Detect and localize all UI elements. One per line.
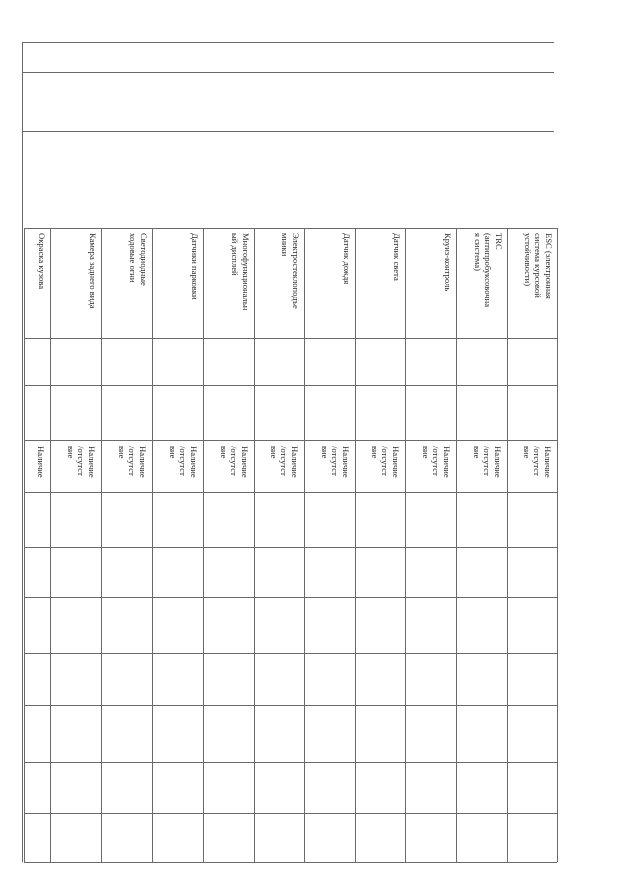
table-column-rule — [456, 228, 457, 862]
table-row-rule — [24, 338, 557, 339]
header-rule — [22, 42, 554, 43]
table-row-rule — [24, 813, 557, 814]
feature-name-cell: Круиз-контроль — [443, 233, 453, 292]
table-row-rule — [24, 440, 557, 441]
table-column-rule — [152, 228, 153, 862]
table-column-rule — [101, 228, 102, 862]
feature-name-cell: ESC (электронная система курсовой устойчивости) — [523, 233, 554, 299]
table-column-rule — [405, 228, 406, 862]
table-column-rule — [254, 228, 255, 862]
availability-cell: Наличие /отсутст вие — [168, 446, 199, 478]
table-border-left — [22, 42, 23, 862]
table-row-rule — [24, 228, 557, 229]
header-rule — [22, 72, 554, 73]
feature-name-cell: Электростеклоподъе мники — [280, 233, 301, 309]
availability-cell: Наличие /отсутст вие — [472, 446, 503, 478]
availability-cell: Наличие /отсутст вие — [320, 446, 351, 478]
feature-name-cell: Датчик света — [392, 233, 402, 281]
feature-name-cell: TRC (антипробуксовочна я система) — [473, 233, 504, 308]
table-column-rule — [507, 228, 508, 862]
table-column-rule — [355, 228, 356, 862]
availability-cell: Наличие /отсутст вие — [219, 446, 250, 478]
header-rule — [22, 131, 554, 132]
table-column-rule — [50, 228, 51, 862]
table-row-rule — [24, 862, 557, 863]
table-row-rule — [24, 653, 557, 654]
table-row-rule — [24, 597, 557, 598]
availability-cell: Наличие /отсутст вие — [269, 446, 300, 478]
table-row-rule — [24, 705, 557, 706]
feature-name-cell: Светодиодные ходовые огни — [128, 233, 149, 286]
table-row-rule — [24, 492, 557, 493]
feature-name-cell: Многофункциональн ый дисплей — [230, 233, 251, 311]
table-column-rule — [203, 228, 204, 862]
availability-cell: Наличие /отсутст вие — [117, 446, 148, 478]
availability-cell: Наличие /отсутст вие — [66, 446, 97, 478]
availability-cell: Наличие — [36, 446, 46, 478]
table-column-rule — [24, 228, 25, 862]
feature-name-cell: Датчики парковки — [190, 233, 200, 300]
feature-name-cell: Камера заднего вида — [88, 233, 98, 309]
table-row-rule — [24, 547, 557, 548]
table-column-rule — [557, 228, 558, 862]
feature-name-cell: Датчик дождя — [342, 233, 352, 285]
availability-cell: Наличие /отсутст вие — [522, 446, 553, 478]
availability-cell: Наличие /отсутст вие — [370, 446, 401, 478]
feature-name-cell: Окраска кузова — [37, 233, 47, 290]
table-row-rule — [24, 762, 557, 763]
table-row-rule — [24, 385, 557, 386]
table-column-rule — [304, 228, 305, 862]
availability-cell: Наличие /отсутст вие — [421, 446, 452, 478]
